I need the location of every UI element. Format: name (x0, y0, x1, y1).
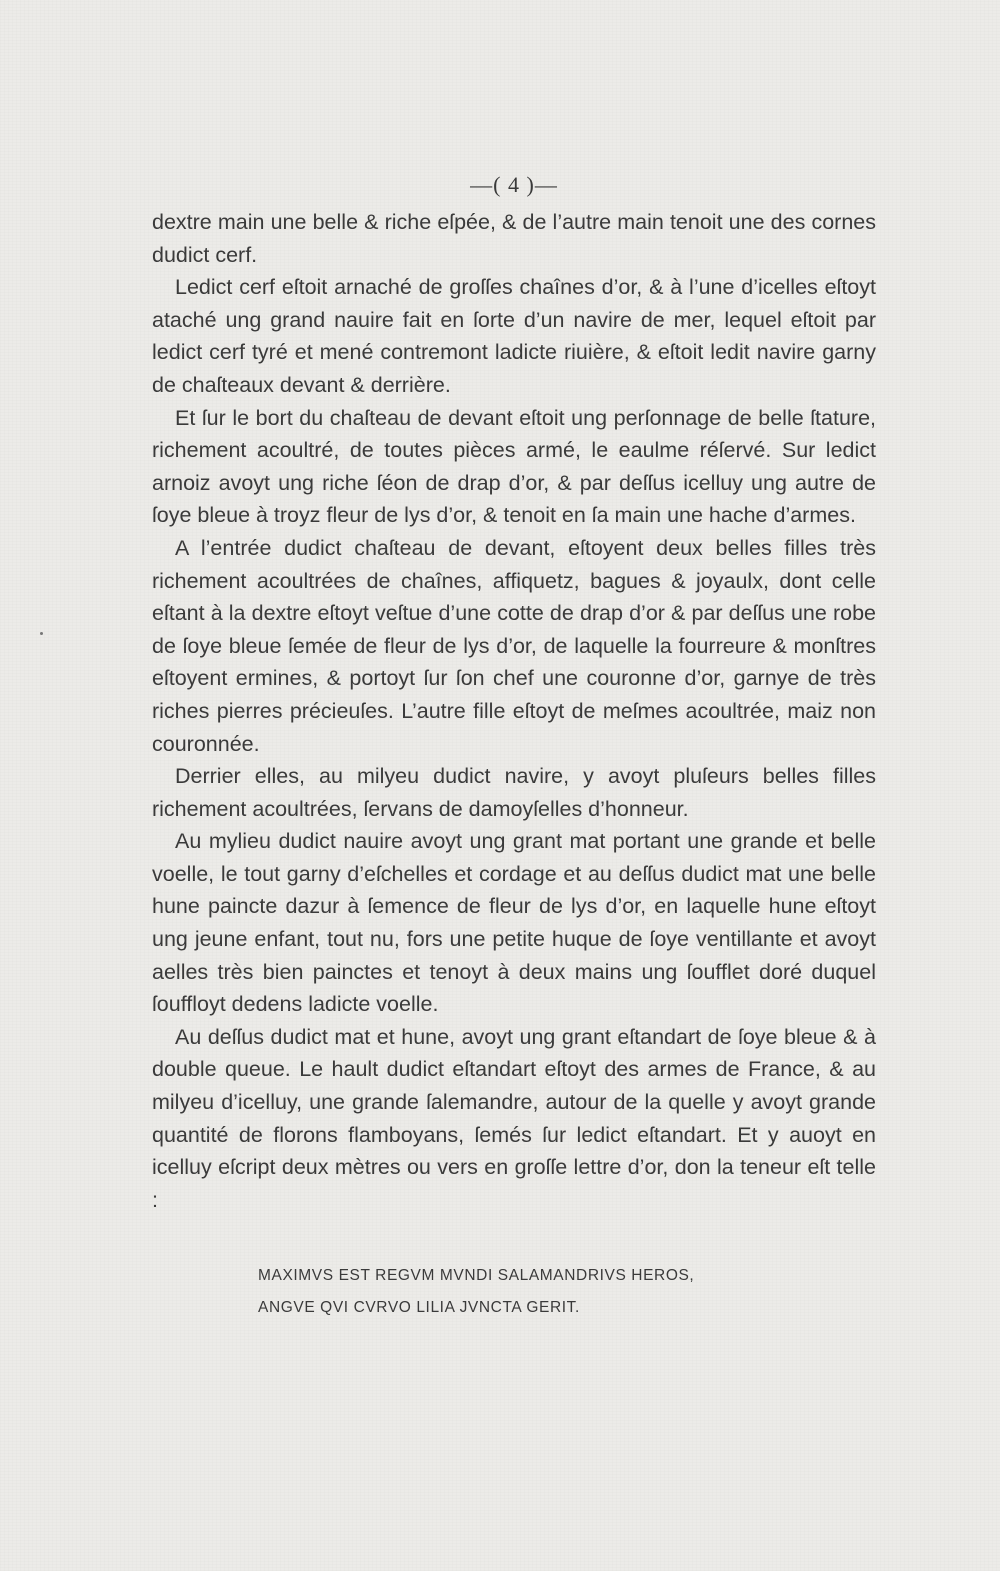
verse-line-2: ANGVE QVI CVRVO LILIA JVNCTA GERIT. (258, 1299, 580, 1317)
book-page (152, 170, 876, 1324)
paragraph-6: Au mylieu dudict nauire avoyt ung grant mat portant une grande et belle voelle, le tout garny d’eſchelles et cordage et au deſſus dudict mat une belle hune paincte dazur à ſemence de fleur de lys d’or, en laquelle hune eſtoyt ung jeune enfant, tout nu, fors une petite huque de ſoye ventillante et avoyt aelles très bien painctes et tenoyt à deux mains ung ſoufflet doré duquel ſouffloyt dedens ladicte voelle. (152, 829, 876, 1017)
page-number: —( 4 )— (470, 172, 558, 197)
paragraph-2: Ledict cerf eſtoit arnaché de groſſes chaînes d’or, & à l’une d’icelles eſtoyt ataché ung grand nauire fait en ſorte d’un navire de mer, lequel eſtoit par ledict cerf tyré et mené contremont ladicte riuière, & eſtoit ledit navire garny de chaſteaux devant & derrière. (152, 275, 876, 397)
paragraph-4: A l’entrée dudict chaſteau de devant, eſtoyent deux belles filles très richement acoultrées de chaînes, affiquetz, bagues & joyaulx, dont celle eſtant à la dextre eſtoyt veſtue d’une cotte de drap d’or & par deſſus une robe de ſoye bleue ſemée de fleur de lys d’or, de laquelle la fourreure & monſtres eſtoyent ermines, & portoyt ſur ſon chef une couronne d’or, garnye de très riches pierres précieuſes. L’autre fille eſtoyt de meſmes acoultrée, maiz non couronnée. (152, 535, 876, 756)
paragraph-3: Et ſur le bort du chaſteau de devant eſtoit ung perſonnage de belle ſtature, richement acoultré, de toutes pièces armé, le eaulme réſervé. Sur ledict arnoiz avoyt ung riche ſéon de drap d’or, & par deſſus icelluy ung autre de ſoye bleue à troyz fleur de lys d’or, & tenoit en ſa main une hache d’armes. (152, 405, 876, 528)
verse-line-1: MAXIMVS EST REGVM MVNDI SALAMANDRIVS HEROS, (258, 1267, 695, 1285)
paragraph-5: Derrier elles, au milyeu dudict navire, y avoyt pluſeurs belles filles richement acoultrées, ſervans de damoyſelles d’honneur. (152, 764, 876, 821)
latin-verses (152, 1260, 876, 1324)
paper-speck (40, 632, 43, 635)
paragraph-7: Au deſſus dudict mat et hune, avoyt ung grant eſtandart de ſoye bleue & à double queue. Le hault dudict eſtandart eſtoyt des armes de France, & au milyeu d’icelluy, une grande ſalemandre, autour de la quelle y avoyt grande quantité de florons flamboyans, ſemés ſur ledict eſtandart. Et y auoyt en icelluy eſcript deux mètres ou vers en groſſe lettre d’or, don la teneur eſt telle : (152, 1024, 876, 1212)
paragraph-1: dextre main une belle & riche eſpée, & de l’autre main tenoit une des cornes dudict cerf. (152, 210, 876, 267)
